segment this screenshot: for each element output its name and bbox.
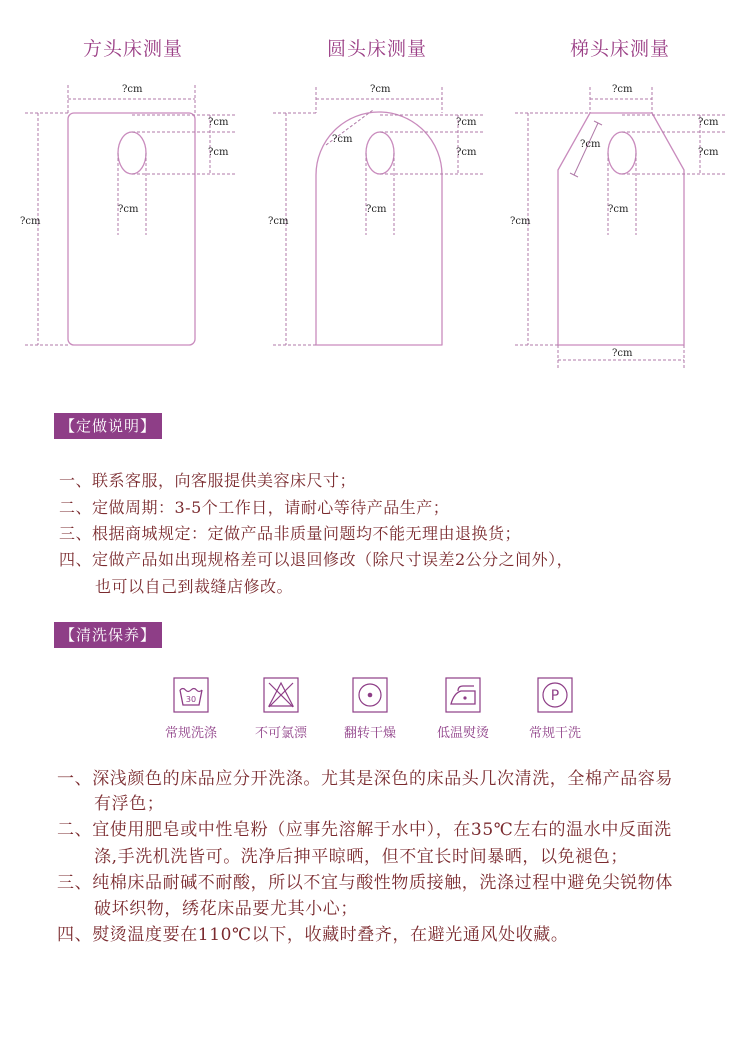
no-bleach-icon: [263, 677, 299, 713]
diagram-title-trapezoid: 梯头床测量: [569, 38, 670, 60]
tumble-dry-label: 翻转干燥: [343, 726, 396, 741]
care-line-1: 一、深浅颜色的床品应分开洗涤。尤其是深色的床品头几次清洗，全棉产品容易: [57, 769, 673, 789]
length-label: ?cm: [268, 216, 289, 227]
top-width-label: ?cm: [612, 84, 633, 95]
arc-label: ?cm: [332, 134, 353, 145]
hole-width-label: ?cm: [366, 204, 387, 215]
low-iron-label: 低温熨烫: [436, 726, 489, 741]
length-label: ?cm: [510, 216, 531, 227]
hole-width-label: ?cm: [608, 204, 629, 215]
low-iron-icon: [445, 677, 481, 713]
wash-30-icon: [173, 677, 209, 713]
care-line-2: 二、宜使用肥皂或中性皂粉（应事先溶解于水中），在35℃左右的温水中反面洗: [57, 820, 672, 840]
top-width-label: ?cm: [122, 84, 143, 95]
dry-clean-label: 常规干洗: [528, 726, 581, 741]
care-section-heading: 【清洗保养】: [54, 622, 162, 648]
slant-label: ?cm: [580, 139, 601, 150]
hole-width-label: ?cm: [118, 204, 139, 215]
wash-label: 常规洗涤: [164, 726, 217, 741]
diagram-title-round: 圆头床测量: [326, 38, 427, 60]
custom-line-4: 四、定做产品如出现规格差可以退回修改（除尺寸误差2公分之间外），: [59, 550, 574, 569]
bottom-width-label: ?cm: [612, 348, 633, 359]
no-bleach-label: 不可氯漂: [254, 726, 307, 741]
right-mid-label: ?cm: [456, 147, 477, 158]
custom-line-2: 二、定做周期：3-5个工作日，请耐心等待产品生产；: [59, 498, 450, 517]
length-label: ?cm: [20, 216, 41, 227]
custom-line-4-cont: 也可以自己到裁缝店修改。: [95, 577, 294, 596]
tumble-dry-icon: [352, 677, 388, 713]
right-top-label: ?cm: [698, 117, 719, 128]
custom-line-3: 三、根据商城规定：定做产品非质量问题均不能无理由退换货；: [59, 524, 522, 543]
care-line-3-cont: 破坏织物，绣花床品要尤其小心；: [94, 899, 358, 919]
top-width-label: ?cm: [370, 84, 391, 95]
care-line-1-cont: 有浮色；: [94, 794, 165, 814]
care-line-2-cont: 涤,手洗机洗皆可。洗净后抻平晾晒，但不宜长时间暴晒，以免褪色；: [94, 847, 629, 867]
care-line-4: 四、熨烫温度要在110℃以下，收藏时叠齐，在避光通风处收藏。: [57, 925, 569, 945]
custom-line-1: 一、联系客服，向客服提供美容床尺寸；: [59, 471, 357, 490]
right-mid-label: ?cm: [208, 147, 229, 158]
diagram-title-square: 方头床测量: [82, 38, 183, 60]
svg-text:30: 30: [185, 695, 197, 704]
right-mid-label: ?cm: [698, 147, 719, 158]
dry-clean-p-icon: [537, 677, 573, 713]
right-top-label: ?cm: [456, 117, 477, 128]
care-line-3: 三、纯棉床品耐碱不耐酸，所以不宜与酸性物质接触，洗涤过程中避免尖锐物体: [57, 873, 673, 893]
svg-text:P: P: [550, 688, 560, 704]
right-top-label: ?cm: [208, 117, 229, 128]
trapezoid-bed-diagram: [0, 75, 719, 385]
custom-section-heading: 【定做说明】: [54, 413, 162, 439]
